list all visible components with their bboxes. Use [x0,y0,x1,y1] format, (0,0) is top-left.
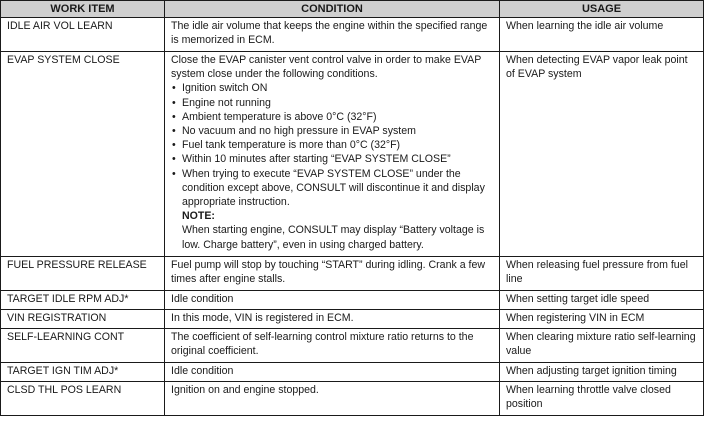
usage-cell: When releasing fuel pressure from fuel line [500,257,704,291]
condition-cell [165,52,500,257]
usage-cell: When adjusting target ignition timing [500,363,704,382]
condition-cell: In this mode, VIN is registered in ECM. [165,310,500,329]
condition-cell: Ignition on and engine stopped. [165,382,500,416]
condition-cell: The coefficient of self-learning control mixture ratio returns to the original coefficient. [165,329,500,363]
work-item-cell: TARGET IDLE RPM ADJ* [1,291,165,310]
note-label: NOTE: [182,210,215,223]
condition-text: Close the EVAP canister vent control valve in order to make EVAP system close under the following conditions. [171,54,482,81]
work-item-cell: EVAP SYSTEM CLOSE [1,52,165,257]
condition-cell: The idle air volume that keeps the engine within the specified range is memorized in ECM. [165,18,500,52]
work-item-cell: IDLE AIR VOL LEARN [1,18,165,52]
list-item: • Ambient temperature is above 0°C (32°F) [171,110,494,124]
list-item: • No vacuum and no high pressure in EVAP system [171,124,494,138]
usage-cell: When learning the idle air volume [500,18,704,52]
table-row [1,363,704,382]
work-item-cell: FUEL PRESSURE RELEASE [1,257,165,291]
work-item-cell: VIN REGISTRATION [1,310,165,329]
header-work-item: WORK ITEM [1,1,165,18]
list-item: • Ignition switch ON [171,81,494,95]
usage-cell: When learning throttle valve closed position [500,382,704,416]
table-row [1,52,704,257]
list-item: • Fuel tank temperature is more than 0°C (32°F) [171,138,494,152]
table-row [1,257,704,291]
work-item-cell: CLSD THL POS LEARN [1,382,165,416]
header-row [1,1,704,18]
usage-cell: When registering VIN in ECM [500,310,704,329]
table-row [1,310,704,329]
usage-cell: When clearing mixture ratio self-learning value [500,329,704,363]
condition-cell: Idle condition [165,291,500,310]
usage-cell: When setting target idle speed [500,291,704,310]
header-usage: USAGE [500,1,704,18]
condition-list [171,81,494,209]
usage-cell: When detecting EVAP vapor leak point of EVAP system [500,52,704,257]
header-condition: CONDITION [165,1,500,18]
work-item-cell: SELF-LEARNING CONT [1,329,165,363]
note-text: When starting engine, CONSULT may display “Battery voltage is low. Charge battery”, even in using charged battery. [182,224,485,251]
work-item-cell: TARGET IGN TIM ADJ* [1,363,165,382]
list-item: • Engine not running [171,96,494,110]
table-row [1,291,704,310]
table-row [1,329,704,363]
condition-cell: Fuel pump will stop by touching “START” during idling. Crank a few times after engine stalls. [165,257,500,291]
list-item: • Within 10 minutes after starting “EVAP SYSTEM CLOSE” [171,152,494,166]
table-row [1,382,704,416]
table-row [1,18,704,52]
condition-cell: Idle condition [165,363,500,382]
list-item: • When trying to execute “EVAP SYSTEM CLOSE” under the condition except above, CONSULT will discontinue it and display appropriate instruction. [171,167,494,210]
